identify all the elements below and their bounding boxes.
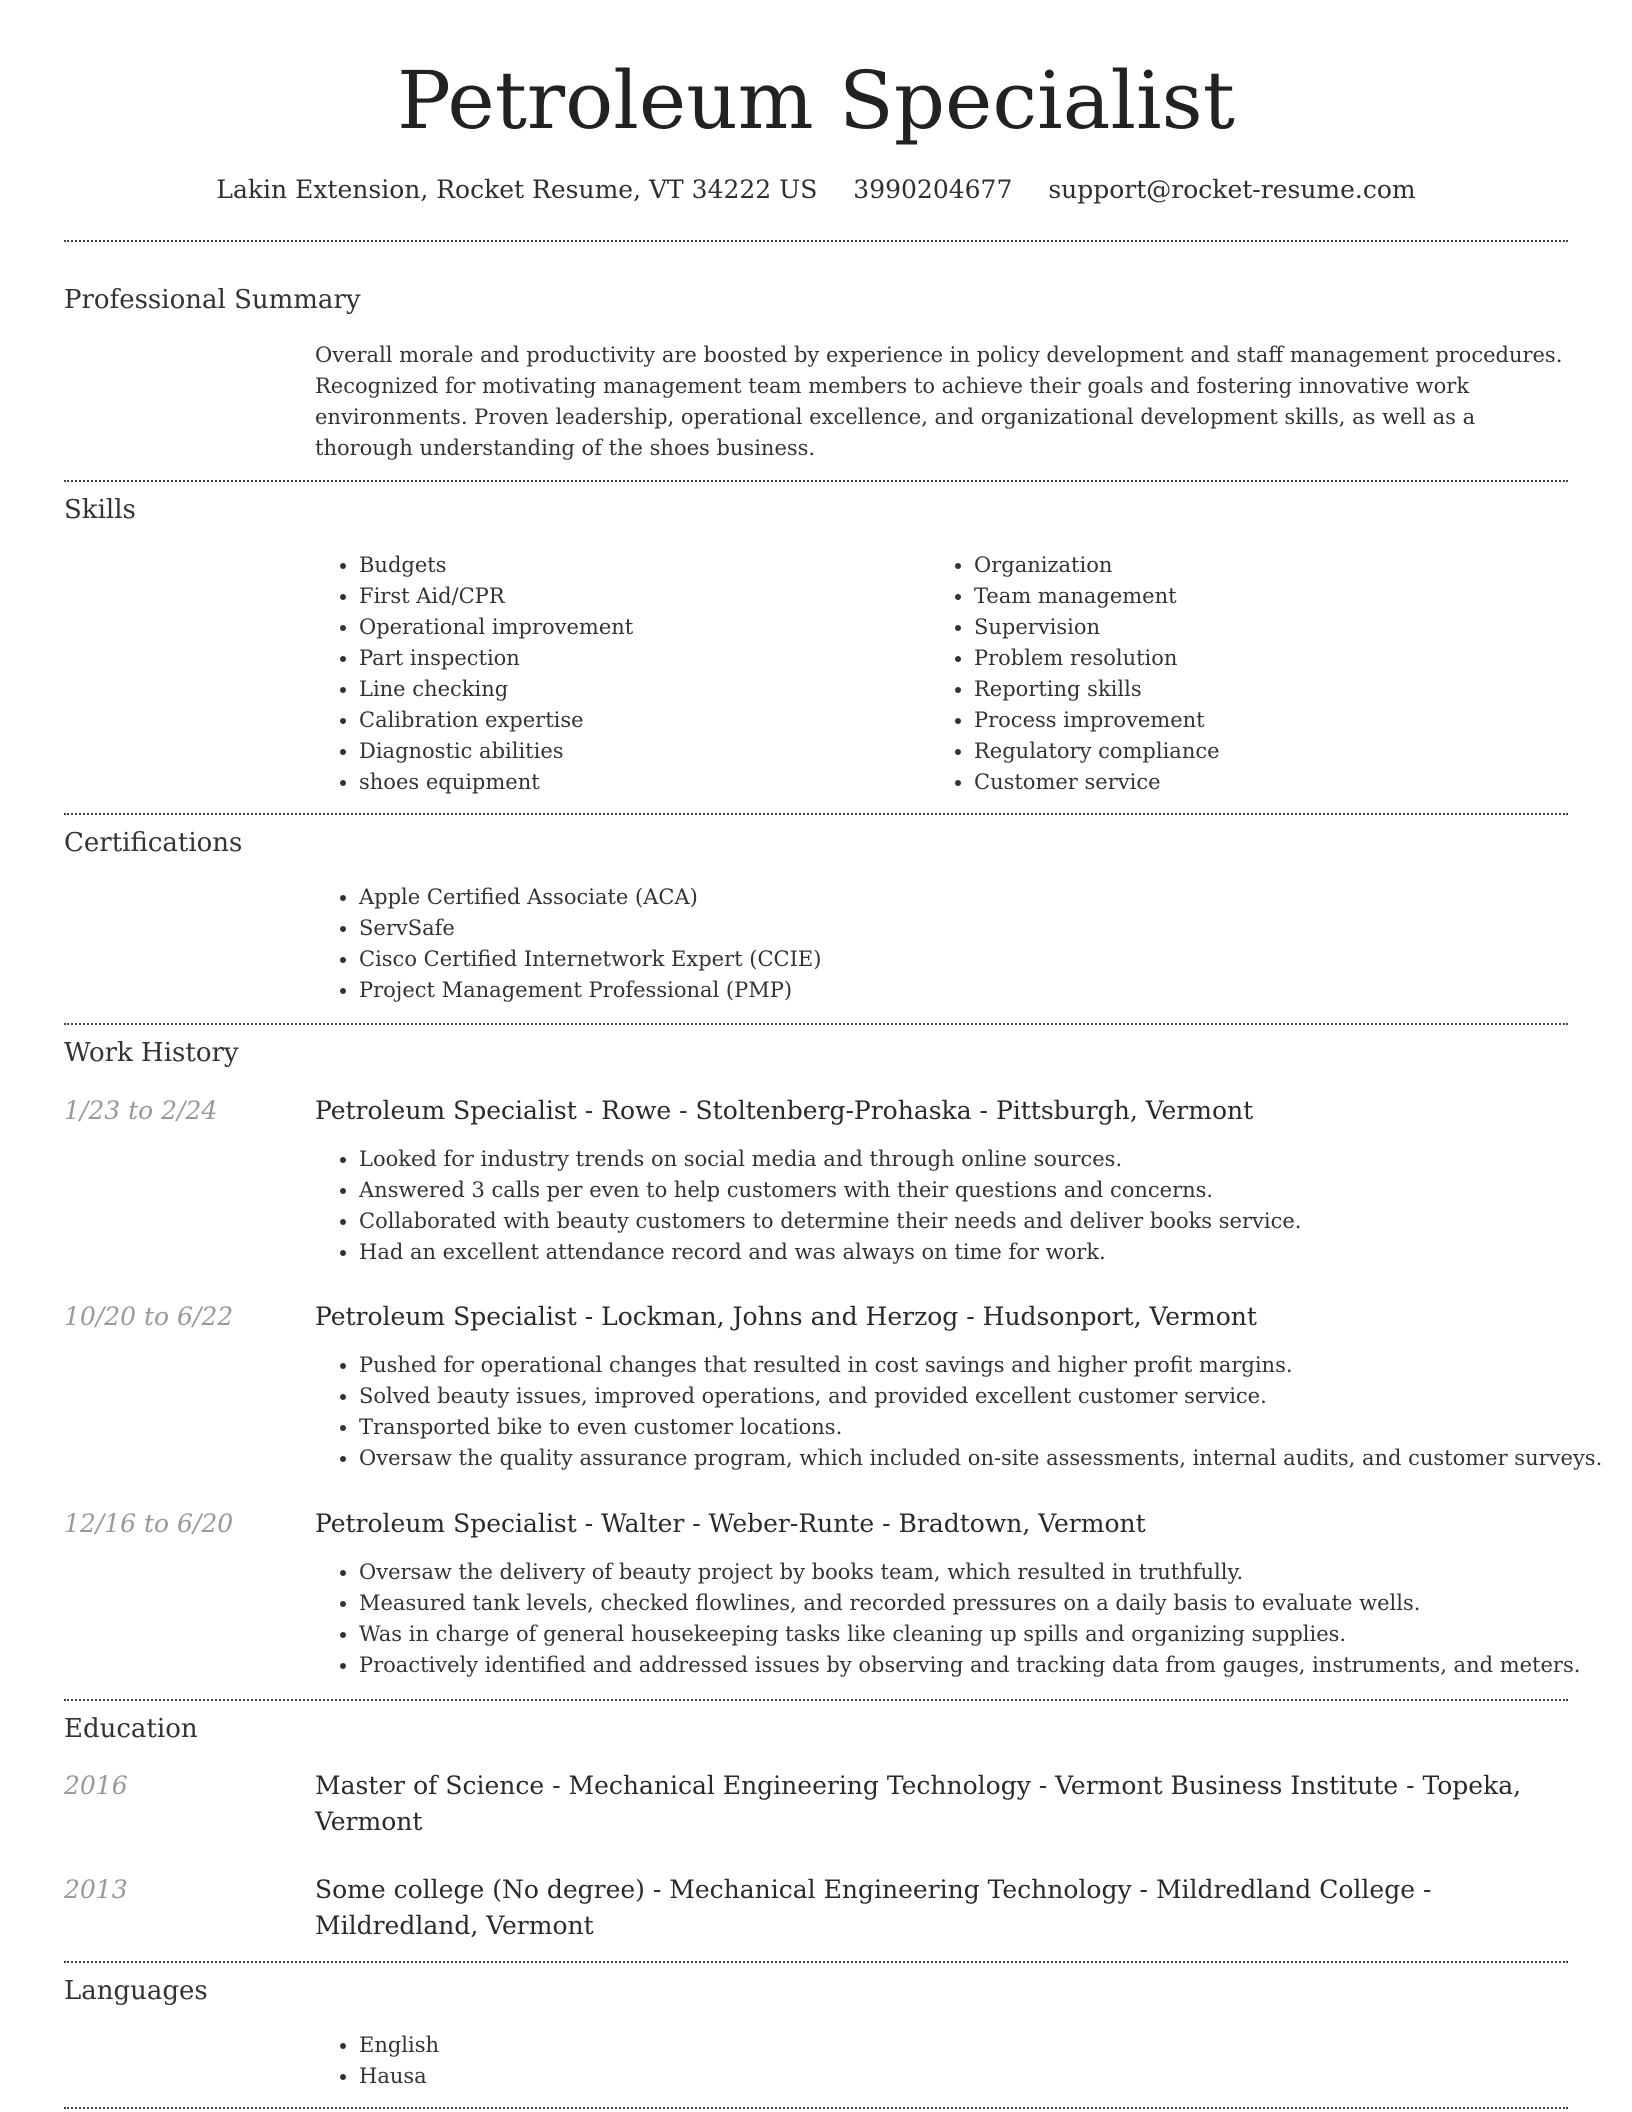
job-bullet: • Answered 3 calls per even to help customers with their questions and concerns. [359,1175,1609,1206]
section-divider [64,1961,1568,1963]
skills-heading: Skills [64,495,136,525]
skill-item: • Problem resolution [974,643,1574,674]
skill-item: • Part inspection [359,643,919,674]
job-bullet: • Looked for industry trends on social media and through online sources. [359,1144,1609,1175]
section-divider [64,1023,1568,1025]
contact-email: support@rocket-resume.com [1048,175,1416,204]
skill-item: • Team management [974,581,1574,612]
certification-item: • ServSafe [359,913,1559,944]
skill-item: • Budgets [359,550,919,581]
job-dates: 1/23 to 2/24 [64,1096,218,1125]
job-bullets [315,1557,1609,1681]
skill-item: • First Aid/CPR [359,581,919,612]
job-bullets [315,1144,1609,1268]
education-degree: Some college (No degree) - Mechanical Engineering Technology - Mildredland College - Mildredland, Vermont [315,1875,1432,1940]
summary-text: Overall morale and productivity are boosted by experience in policy development and staff management procedures. Recognized for motivating management team members to achieve their goals and fostering innovative work environments. Proven leadership, operational excellence, and organizational development skills, as well as a thorough understanding of the shoes business. [315,343,1563,460]
certifications-heading: Certifications [64,828,243,858]
education-year: 2013 [64,1875,128,1904]
section-divider [64,480,1568,482]
resume-name: Petroleum Specialist [397,54,1235,147]
job-title: Petroleum Specialist - Lockman, Johns and Herzog - Hudsonport, Vermont [315,1302,1257,1331]
job-dates: 12/16 to 6/20 [64,1509,234,1538]
section-divider [64,813,1568,815]
skill-item: • Reporting skills [974,674,1574,705]
contact-address: Lakin Extension, Rocket Resume, VT 34222 US [216,175,818,204]
section-divider [64,240,1568,242]
contact-phone: 3990204677 [853,175,1013,204]
skill-item: • shoes equipment [359,767,919,798]
skill-item: • Regulatory compliance [974,736,1574,767]
certification-item: • Project Management Professional (PMP) [359,975,1559,1006]
skill-item: • Customer service [974,767,1574,798]
certifications-list [315,882,1559,1006]
language-item: • Hausa [359,2061,959,2092]
job-bullet: • Proactively identified and addressed issues by observing and tracking data from gauges, instruments, and meters. [359,1650,1609,1681]
work-heading: Work History [64,1038,239,1068]
skill-item: • Operational improvement [359,612,919,643]
job-bullet: • Oversaw the delivery of beauty project by books team, which resulted in truthfully. [359,1557,1609,1588]
summary-heading: Professional Summary [64,285,361,315]
job-bullet: • Measured tank levels, checked flowlines, and recorded pressures on a daily basis to evaluate wells. [359,1588,1609,1619]
skill-item: • Line checking [359,674,919,705]
job-bullet: • Solved beauty issues, improved operations, and provided excellent customer service. [359,1381,1609,1412]
job-title: Petroleum Specialist - Rowe - Stoltenberg-Prohaska - Pittsburgh, Vermont [315,1096,1254,1125]
skill-item: • Organization [974,550,1574,581]
job-dates: 10/20 to 6/22 [64,1302,234,1331]
section-divider [64,2107,1568,2109]
job-bullet: • Oversaw the quality assurance program, which included on-site assessments, internal audits, and customer surveys. [359,1443,1609,1474]
skills-list-right [930,550,1574,798]
skill-item: • Supervision [974,612,1574,643]
skills-list-left [315,550,919,798]
education-degree: Master of Science - Mechanical Engineering Technology - Vermont Business Institute - Topeka, Vermont [315,1771,1522,1836]
languages-heading: Languages [64,1976,208,2006]
job-bullets [315,1350,1609,1474]
skill-item: • Diagnostic abilities [359,736,919,767]
education-heading: Education [64,1714,198,1744]
education-year: 2016 [64,1771,128,1800]
skill-item: • Process improvement [974,705,1574,736]
job-title: Petroleum Specialist - Walter - Weber-Runte - Bradtown, Vermont [315,1509,1146,1538]
job-bullet: • Collaborated with beauty customers to determine their needs and deliver books service. [359,1206,1609,1237]
section-divider [64,1699,1568,1701]
skill-item: • Calibration expertise [359,705,919,736]
language-item: • English [359,2030,959,2061]
contact-line [0,170,1632,210]
certification-item: • Apple Certified Associate (ACA) [359,882,1559,913]
job-bullet: • Was in charge of general housekeeping tasks like cleaning up spills and organizing supplies. [359,1619,1609,1650]
job-bullet: • Had an excellent attendance record and was always on time for work. [359,1237,1609,1268]
job-bullet: • Pushed for operational changes that resulted in cost savings and higher profit margins. [359,1350,1609,1381]
certification-item: • Cisco Certified Internetwork Expert (CCIE) [359,944,1559,975]
job-bullet: • Transported bike to even customer locations. [359,1412,1609,1443]
languages-list [315,2030,959,2092]
